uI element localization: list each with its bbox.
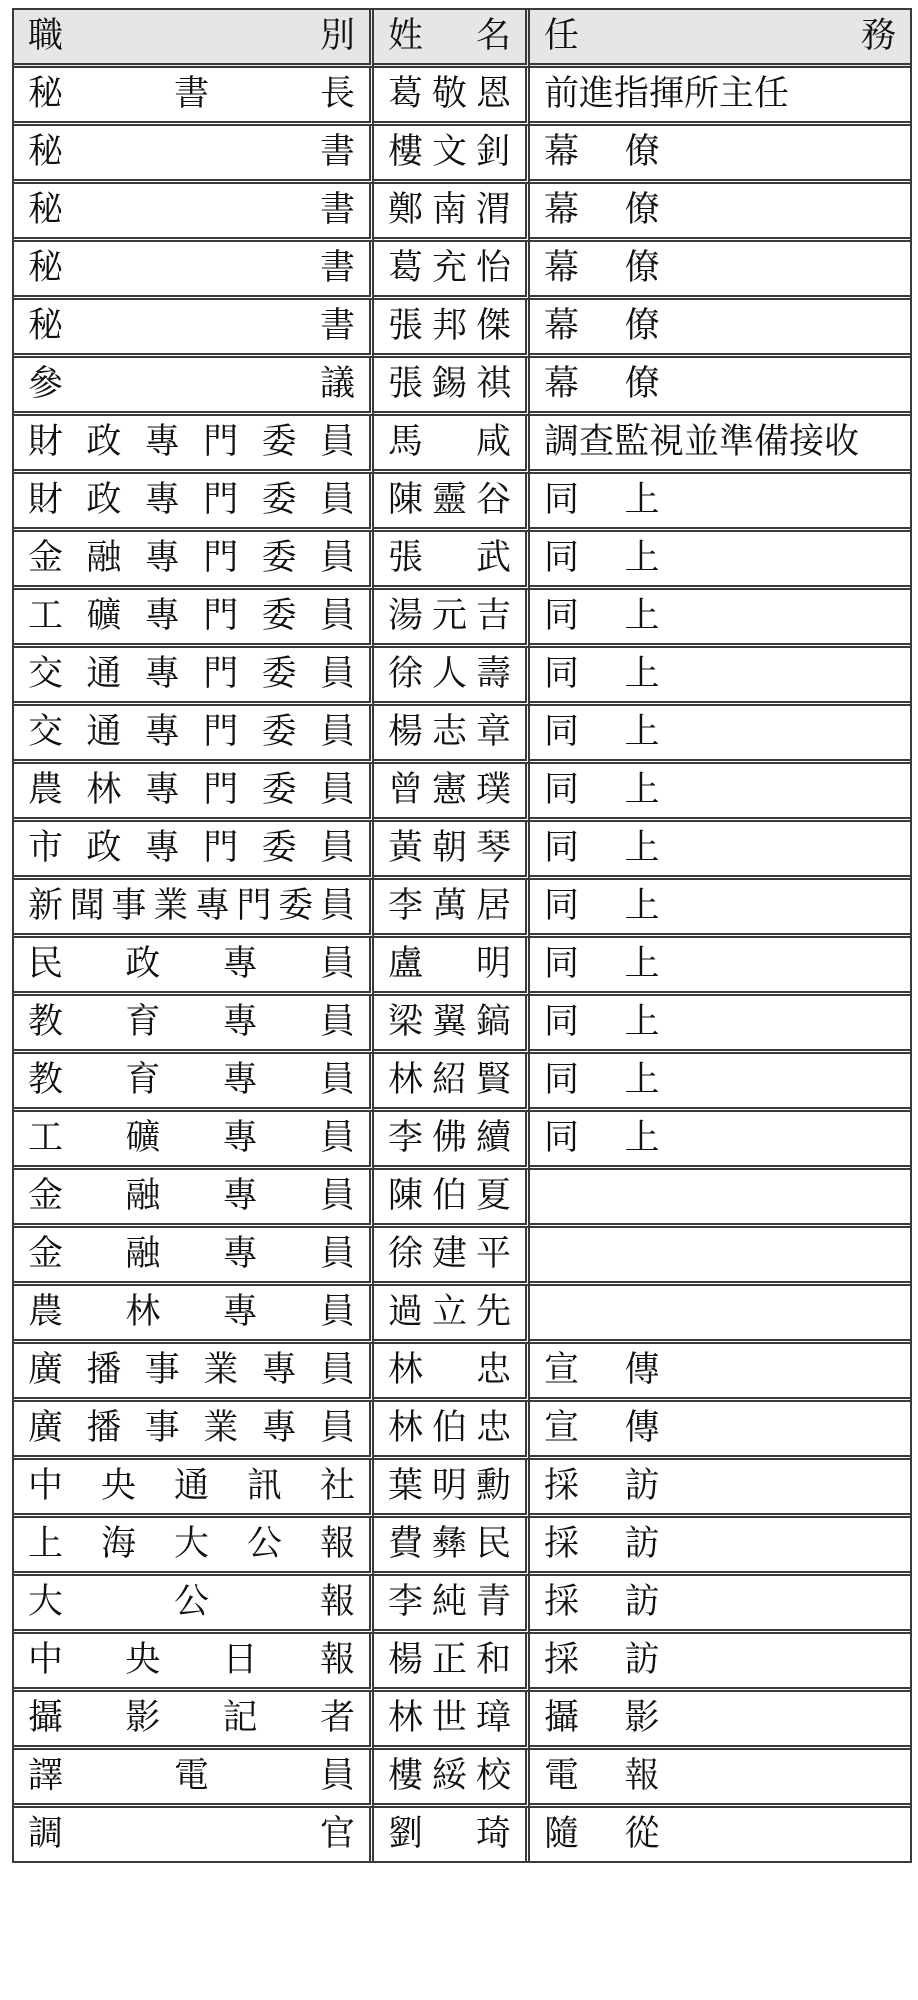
title-cell [14,184,374,242]
title-text: 秘 書 [28,132,355,172]
title-text: 教 育 專 員 [28,1060,355,1100]
name-cell [374,1286,530,1344]
title-cell [14,1112,374,1170]
name-cell [374,68,530,126]
title-cell [14,1750,374,1808]
name-cell [374,1518,530,1576]
table-row [14,1054,910,1112]
title-cell [14,358,374,416]
title-text: 秘 書 [28,248,355,288]
title-text: 新聞事業專門委員 [28,886,355,926]
duty-text: 幕 僚 [544,190,665,230]
title-text: 秘 書 長 [28,74,355,114]
duty-cell [530,706,910,764]
duty-text: 宣 傳 [544,1350,665,1390]
duty-text: 攝 影 [544,1698,665,1738]
table-row [14,1692,910,1750]
duty-cell [530,474,910,532]
title-cell [14,1402,374,1460]
name-cell [374,1054,530,1112]
duty-cell [530,1576,910,1634]
name-cell [374,532,530,590]
name-cell [374,300,530,358]
name-cell [374,590,530,648]
name-cell [374,1576,530,1634]
title-cell [14,242,374,300]
duty-cell [530,1286,910,1344]
table-row [14,1460,910,1518]
duty-cell [530,1228,910,1286]
table-row [14,1286,910,1344]
duty-cell [530,1808,910,1861]
duty-cell [530,648,910,706]
header-title-cell [14,10,374,68]
duty-cell [530,1634,910,1692]
name-text: 葛充怡 [388,248,511,288]
title-text: 工礦專門委員 [28,596,355,636]
duty-text: 隨 從 [544,1814,665,1854]
duty-cell [530,532,910,590]
table-row [14,532,910,590]
name-text: 陳靈谷 [388,480,511,520]
roster-header [14,10,910,68]
name-text: 林伯忠 [388,1408,511,1448]
name-cell [374,184,530,242]
table-row [14,822,910,880]
name-text: 湯元吉 [388,596,511,636]
personnel-roster-table [12,8,912,1863]
duty-cell [530,242,910,300]
title-cell [14,1518,374,1576]
duty-text: 前進指揮所主任 [544,74,790,114]
name-text: 李佛續 [388,1118,511,1158]
name-text: 樓文釗 [388,132,511,172]
title-text: 金 融 專 員 [28,1234,355,1274]
name-cell [374,938,530,996]
table-row [14,880,910,938]
duty-text: 同 上 [544,712,665,752]
duty-cell [530,880,910,938]
title-text: 交通專門委員 [28,654,355,694]
duty-text: 同 上 [544,1002,665,1042]
duty-cell [530,938,910,996]
name-cell [374,1634,530,1692]
duty-text: 同 上 [544,770,665,810]
title-cell [14,590,374,648]
title-text: 廣播事業專員 [28,1350,355,1390]
duty-text: 採 訪 [544,1524,665,1564]
name-cell [374,706,530,764]
title-cell [14,880,374,938]
duty-text: 幕 僚 [544,132,665,172]
title-text: 農 林 專 員 [28,1292,355,1332]
title-text: 金 融 專 員 [28,1176,355,1216]
title-text: 農林專門委員 [28,770,355,810]
duty-cell [530,996,910,1054]
duty-text: 同 上 [544,1060,665,1100]
duty-text: 採 訪 [544,1640,665,1680]
title-cell [14,416,374,474]
duty-cell [530,126,910,184]
name-text: 張邦傑 [388,306,511,346]
name-text: 徐人壽 [388,654,511,694]
name-text: 李萬居 [388,886,511,926]
name-text: 過立先 [388,1292,511,1332]
duty-cell [530,1750,910,1808]
title-text: 財政專門委員 [28,422,355,462]
name-text: 陳伯夏 [388,1176,511,1216]
title-text: 交通專門委員 [28,712,355,752]
title-cell [14,1634,374,1692]
table-row [14,1344,910,1402]
duty-cell [530,358,910,416]
roster-body [14,68,910,1861]
table-row [14,1112,910,1170]
title-text: 參 議 [28,364,355,404]
duty-text: 調查監視並準備接收 [544,422,860,462]
title-text: 上 海 大 公 報 [28,1524,355,1564]
title-cell [14,706,374,764]
title-text: 攝 影 記 者 [28,1698,355,1738]
name-text: 林 忠 [388,1350,511,1390]
title-cell [14,1054,374,1112]
table-row [14,1576,910,1634]
title-text: 譯 電 員 [28,1756,355,1796]
header-duty-label: 任 務 [544,16,896,56]
name-cell [374,1402,530,1460]
title-text: 秘 書 [28,306,355,346]
title-cell [14,1228,374,1286]
table-row [14,68,910,126]
table-row [14,1518,910,1576]
title-text: 秘 書 [28,190,355,230]
table-row [14,358,910,416]
header-duty-cell [530,10,910,68]
title-text: 民 政 專 員 [28,944,355,984]
title-cell [14,822,374,880]
duty-cell [530,1170,910,1228]
name-text: 葉明勳 [388,1466,511,1506]
duty-cell [530,1692,910,1750]
duty-text: 宣 傳 [544,1408,665,1448]
title-text: 金融專門委員 [28,538,355,578]
duty-text: 同 上 [544,538,665,578]
title-text: 廣播事業專員 [28,1408,355,1448]
title-cell [14,1460,374,1518]
name-text: 費彝民 [388,1524,511,1564]
title-text: 中 央 日 報 [28,1640,355,1680]
name-cell [374,648,530,706]
duty-cell [530,1460,910,1518]
title-cell [14,996,374,1054]
name-cell [374,358,530,416]
duty-cell [530,1112,910,1170]
duty-cell [530,1402,910,1460]
title-text: 調 官 [28,1814,355,1854]
title-cell [14,1576,374,1634]
table-row [14,1170,910,1228]
name-text: 曾憲璞 [388,770,511,810]
duty-text: 同 上 [544,886,665,926]
name-text: 林紹賢 [388,1060,511,1100]
header-name-label: 姓 名 [388,16,511,56]
title-cell [14,1344,374,1402]
duty-text: 採 訪 [544,1466,665,1506]
name-text: 張 武 [388,538,511,578]
name-cell [374,880,530,938]
header-row [14,10,910,68]
name-text: 張錫祺 [388,364,511,404]
duty-text: 同 上 [544,828,665,868]
name-text: 楊志章 [388,712,511,752]
name-cell [374,416,530,474]
name-cell [374,126,530,184]
name-cell [374,1170,530,1228]
duty-cell [530,300,910,358]
name-text: 盧 明 [388,944,511,984]
title-cell [14,1286,374,1344]
table-row [14,1634,910,1692]
title-cell [14,938,374,996]
duty-cell [530,822,910,880]
table-row [14,1750,910,1808]
table-row [14,764,910,822]
name-text: 樓綏校 [388,1756,511,1796]
duty-cell [530,764,910,822]
table-row [14,184,910,242]
duty-text: 同 上 [544,480,665,520]
name-cell [374,242,530,300]
name-text: 馬 咸 [388,422,511,462]
table-row [14,300,910,358]
title-cell [14,532,374,590]
duty-cell [530,590,910,648]
name-cell [374,996,530,1054]
duty-text: 幕 僚 [544,248,665,288]
title-cell [14,1808,374,1861]
table-row [14,590,910,648]
table-row [14,938,910,996]
duty-text: 幕 僚 [544,364,665,404]
title-cell [14,474,374,532]
table-row [14,242,910,300]
duty-cell [530,1344,910,1402]
name-cell [374,1460,530,1518]
table-row [14,416,910,474]
title-text: 大 公 報 [28,1582,355,1622]
name-cell [374,822,530,880]
duty-text: 同 上 [544,654,665,694]
table-row [14,126,910,184]
name-cell [374,1692,530,1750]
table-row [14,474,910,532]
duty-text: 同 上 [544,1118,665,1158]
name-text: 劉 琦 [388,1814,511,1854]
name-cell [374,1344,530,1402]
name-text: 黃朝琴 [388,828,511,868]
duty-text: 幕 僚 [544,306,665,346]
duty-cell [530,1054,910,1112]
name-text: 林世璋 [388,1698,511,1738]
title-cell [14,126,374,184]
table-row [14,648,910,706]
title-cell [14,648,374,706]
name-text: 鄭南渭 [388,190,511,230]
duty-text: 電 報 [544,1756,665,1796]
duty-cell [530,1518,910,1576]
name-text: 楊正和 [388,1640,511,1680]
duty-text: 同 上 [544,596,665,636]
title-cell [14,764,374,822]
name-text: 葛敬恩 [388,74,511,114]
title-text: 財政專門委員 [28,480,355,520]
table-row [14,1808,910,1861]
name-text: 梁翼鎬 [388,1002,511,1042]
name-cell [374,1808,530,1861]
title-cell [14,1692,374,1750]
duty-cell [530,184,910,242]
name-cell [374,1228,530,1286]
title-text: 工 礦 專 員 [28,1118,355,1158]
name-cell [374,764,530,822]
duty-cell [530,416,910,474]
duty-text: 同 上 [544,944,665,984]
name-text: 李純青 [388,1582,511,1622]
name-cell [374,474,530,532]
name-cell [374,1112,530,1170]
roster-sheet [12,8,908,1863]
title-text: 市政專門委員 [28,828,355,868]
name-cell [374,1750,530,1808]
duty-cell [530,68,910,126]
header-name-cell [374,10,530,68]
title-text: 中 央 通 訊 社 [28,1466,355,1506]
name-text: 徐建平 [388,1234,511,1274]
table-row [14,1402,910,1460]
header-title-label: 職 別 [28,16,355,56]
title-cell [14,1170,374,1228]
title-text: 教 育 專 員 [28,1002,355,1042]
table-row [14,996,910,1054]
duty-text: 採 訪 [544,1582,665,1622]
table-row [14,706,910,764]
title-cell [14,68,374,126]
title-cell [14,300,374,358]
table-row [14,1228,910,1286]
